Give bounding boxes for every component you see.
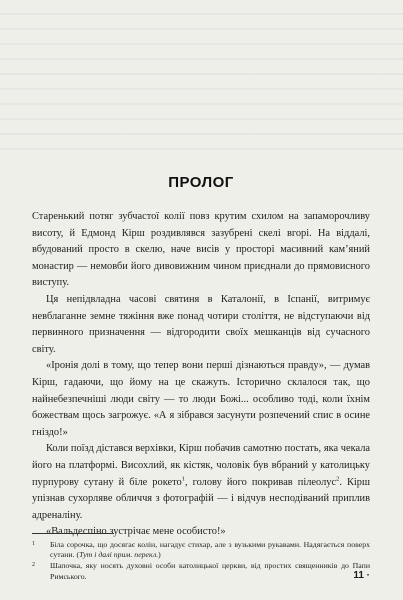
paragraph-4-part-2: , голову його покривав пілеолус xyxy=(184,476,337,488)
footnote-1 xyxy=(32,540,370,560)
footnote-number: 1 xyxy=(32,541,35,547)
paragraph-2: Ця непідвладна часові святиня в Каталонії, в Іспанії, витримує невблаганне земне тяжіння вже понад чотири століття, не відступаючи від первинного призначення — відгородити своїх мешканців від сучасного світу. xyxy=(32,293,370,355)
footnote-2 xyxy=(32,561,370,581)
footnotes xyxy=(32,540,370,583)
footnote-ref-1: 1 xyxy=(181,475,185,483)
page-body xyxy=(32,174,370,541)
footnote-tail: ) xyxy=(158,550,161,560)
footnote-ref-2: 2 xyxy=(336,475,340,483)
chapter-title: ПРОЛОГ xyxy=(168,174,234,191)
paragraph-3: «Іронія долі в тому, що тепер вони перші дізнаються правду», — думав Кірш, гадаючи, що йому на це скажуть. Історично склалося так, що найнебезпечніші люди світу — то люди Божі... особливо тоді, коли їхнім божествам щось загрожує. «А я зібрався засунути розпечений спис в осине гніздо!» xyxy=(32,360,370,438)
footnote-divider xyxy=(32,533,114,534)
bleed-through-background xyxy=(0,0,403,150)
paragraph-4-part-1: Коли поїзд дістався верхівки, Кірш побачив самотню постать, яка чекала його на платформі. Висохлий, як кістяк, чоловік був вбраний у католицьку пурпурову сутану й біле рокето xyxy=(32,443,370,488)
footnote-italic: Тут і далі прим. перекл. xyxy=(79,550,159,560)
paragraph-4 xyxy=(32,441,370,524)
paragraph-4-part-3: . Кірш упізнав сухорляве обличчя з фотографій — і відчув несподіваний приплив адреналіну. xyxy=(32,476,370,521)
page-number: 11 · xyxy=(353,570,370,581)
footnote-number: 2 xyxy=(32,562,35,569)
footnote-text: Біла сорочка, що досягає колін, нагадує стихар, але з вузькими рукавами. Надягається поверх сутани. ( xyxy=(50,540,370,560)
paragraph-1: Старенький потяг зубчастої колії повз крутим схилом на запаморочливу висоту, й Едмонд Кірш роздивлявся зазубрені скелі вгорі. На віддалі, вбудований просто в скелю, наче висів у просторі масивний кам’яний монастир — немовби його дивовижним чином приєднали до прямовисного виступу. xyxy=(32,211,370,289)
footnote-text: Шапочка, яку носять духовні особи католицької церкви, від простих священників до Папи Римського. xyxy=(50,561,370,581)
paragraph-5: «Вальдеспіно зустрічає мене особисто!» xyxy=(46,526,226,538)
